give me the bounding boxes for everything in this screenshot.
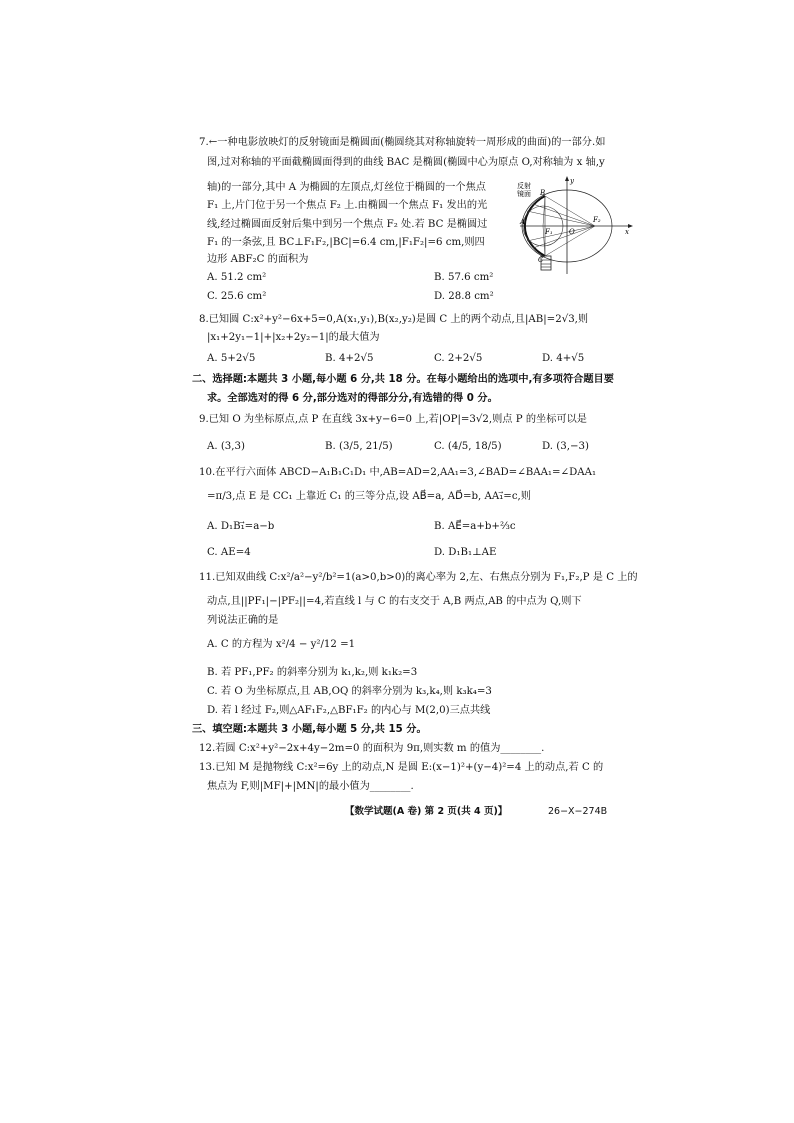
q8-option-a: A. 5+2√5 (207, 353, 256, 364)
q8-line-1: 8.已知圆 C:x²+y²−6x+5=0,A(x₁,y₁),B(x₂,y₂)是圆 C 上的两个动点,且|AB|=2√3,则 (199, 314, 589, 325)
q10-option-c: C. AE=4 (207, 547, 251, 558)
section-2-heading-line-2: 求。全部选对的得 6 分,部分选对的得部分分,有选错的得 0 分。 (207, 393, 498, 404)
q7-line-2: 图,过对称轴的平面截椭圆面得到的曲线 BAC 是椭圆(椭圆中心为原点 O,对称轴为 x 轴,y (207, 157, 605, 168)
footer-code: 26−X−274B (548, 806, 608, 817)
q10-option-d: D. D₁B₁⊥AE (434, 547, 497, 558)
label-y: y (570, 177, 574, 185)
q11-line-3: 列说法正确的是 (207, 615, 279, 626)
ellipse-mirror-figure (515, 176, 635, 276)
section-2-heading-line-1: 二、选择题:本题共 3 小题,每小题 6 分,共 18 分。在每小题给出的选项中,有多项符合题目要 (192, 374, 614, 385)
q7-line-7: 边形 ABF₂C 的面积为 (207, 254, 309, 265)
label-b: B (540, 189, 546, 197)
label-f1: F₁ (545, 228, 553, 236)
q11-option-d: D. 若 l 经过 F₂,则△AF₁F₂,△BF₁F₂ 的内心与 M(2,0)三点共线 (207, 705, 491, 716)
q7-line-4: F₁ 上,片门位于另一个焦点 F₂ 上.由椭圆一个焦点 F₁ 发出的光 (207, 200, 488, 211)
q11-option-b: B. 若 PF₁,PF₂ 的斜率分别为 k₁,k₂,则 k₁k₂=3 (207, 667, 418, 678)
section-3-heading: 三、填空题:本题共 3 小题,每小题 5 分,共 15 分。 (192, 724, 427, 735)
q9-line: 9.已知 O 为坐标原点,点 P 在直线 3x+y−6=0 上,若|OP|=3√2,则点 P 的坐标可以是 (199, 414, 587, 425)
q7-line-6: F₁ 的一条弦,且 BC⊥F₁F₂,|BC|=6.4 cm,|F₁F₂|=6 cm,则四 (207, 237, 485, 248)
q13-line-1: 13.已知 M 是抛物线 C:x²=6y 上的动点,N 是圆 E:(x−1)²+(y−4)²=4 上的动点,若 C 的 (199, 762, 604, 773)
y-axis-arrow-icon (565, 176, 569, 181)
q9-option-b: B. (3/5, 21/5) (325, 441, 393, 452)
q9-option-c: C. (4/5, 18/5) (434, 441, 502, 452)
q8-option-d: D. 4+√5 (542, 353, 585, 364)
q12-line: 12.若圆 C:x²+y²−2x+4y−2m=0 的面积为 9π,则实数 m 的值为________. (199, 743, 545, 754)
q8-line-2: |x₁+2y₁−1|+|x₂+2y₂−1|的最大值为 (207, 332, 380, 343)
q8-option-c: C. 2+2√5 (434, 353, 483, 364)
q7-option-d: D. 28.8 cm² (434, 291, 494, 302)
q7-line-3: 轴)的一部分,其中 A 为椭圆的左顶点,灯丝位于椭圆的一个焦点 (207, 182, 486, 193)
q9-option-d: D. (3,−3) (542, 441, 589, 452)
q10-line-2: =π/3,点 E 是 CC₁ 上靠近 C₁ 的三等分点,设 AB⃗=a, AD⃗=b, AA₁⃗=c,则 (207, 491, 531, 502)
q10-option-a: A. D₁B₁⃗=a−b (207, 521, 275, 532)
q10-line-1: 10.在平行六面体 ABCD−A₁B₁C₁D₁ 中,AB=AD=2,AA₁=3,∠BAD=∠BAA₁=∠DAA₁ (199, 467, 597, 478)
q11-option-c: C. 若 O 为坐标原点,且 AB,OQ 的斜率分别为 k₃,k₄,则 k₃k₄=3 (207, 686, 492, 697)
q11-line-1: 11.已知双曲线 C:x²/a²−y²/b²=1(a>0,b>0)的离心率为 2,左、右焦点分别为 F₁,F₂,P 是 C 上的 (199, 572, 638, 583)
footer-page-info: 【数学试题(A 卷) 第 2 页(共 4 页)】 (345, 806, 508, 817)
q7-option-a: A. 51.2 cm² (207, 272, 267, 283)
q11-option-a: A. C 的方程为 x²/4 − y²/12 =1 (207, 639, 356, 650)
q10-option-b: B. AE⃗=a+b+⅔c (434, 521, 516, 532)
q13-line-2: 焦点为 F,则|MF|+|MN|的最小值为________. (207, 781, 414, 792)
q7-line-5: 线,经过椭圆面反射后集中到另一个焦点 F₂ 处.若 BC 是椭圆过 (207, 219, 488, 230)
label-c: C (538, 256, 544, 264)
q7-line-1: 7.←一种电影放映灯的反射镜面是椭圆面(椭圆绕其对称轴旋转一周形成的曲面)的一部分.如 (199, 137, 606, 148)
label-x: x (625, 228, 629, 236)
label-o: O (569, 228, 575, 236)
q8-option-b: B. 4+2√5 (325, 353, 374, 364)
q7-option-c: C. 25.6 cm² (207, 291, 267, 302)
q7-option-b: B. 57.6 cm² (434, 272, 494, 283)
q11-line-2: 动点,且||PF₁|−|PF₂||=4,若直线 l 与 C 的右支交于 A,B 两点,AB 的中点为 Q,则下 (207, 596, 582, 607)
label-mirror: 反射镜面 (517, 182, 531, 198)
label-f2: F₂ (593, 216, 601, 224)
label-a: A (520, 218, 526, 226)
q9-option-a: A. (3,3) (207, 441, 245, 452)
